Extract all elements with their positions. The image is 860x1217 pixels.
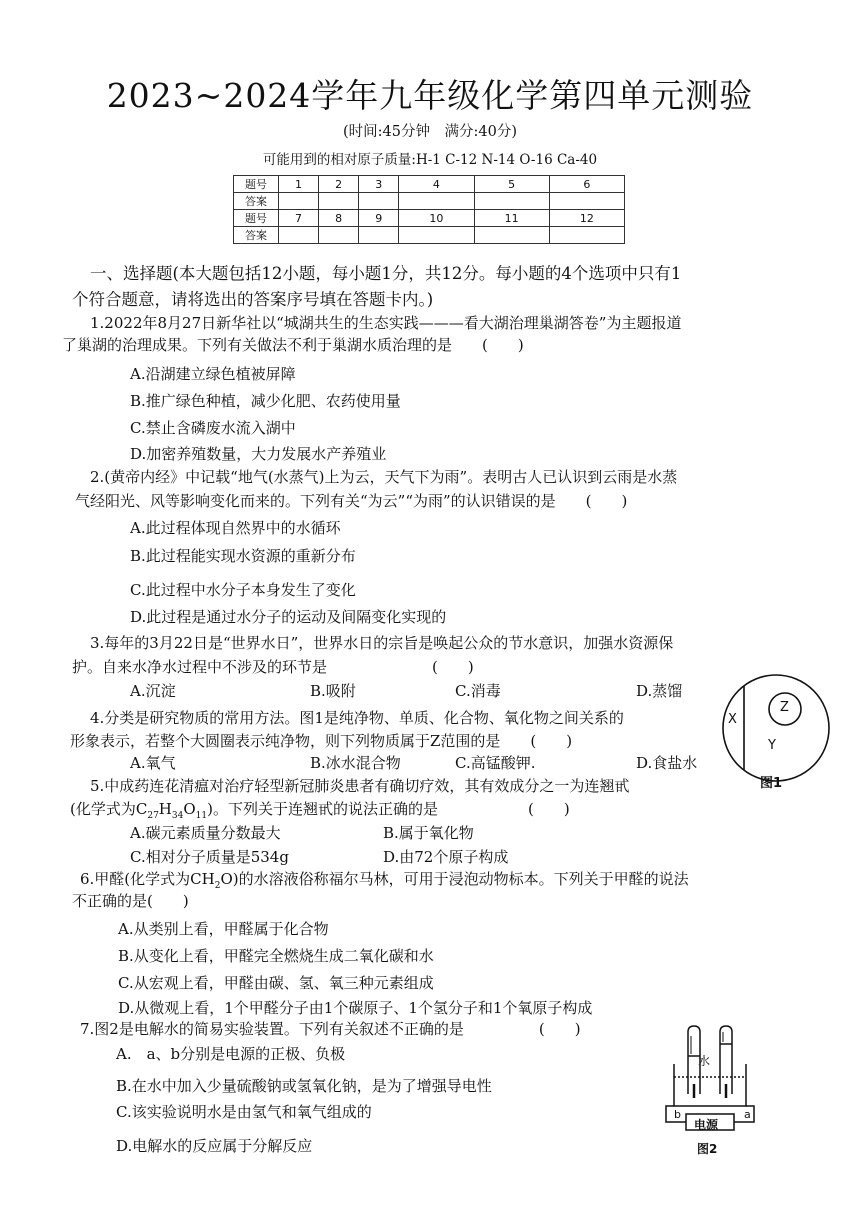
subscript: 2 xyxy=(214,881,221,891)
q5-option-c: C.相对分子质量是534g xyxy=(130,848,289,866)
fig1-caption: 图1 xyxy=(760,776,783,791)
answer-cell[interactable] xyxy=(359,227,399,244)
q7-option-b: B.在水中加入少量硫酸钠或氢氧化钠，是为了增强导电性 xyxy=(116,1077,492,1095)
q5-option-b: B.属于氧化物 xyxy=(383,824,474,842)
formula-h: H xyxy=(158,800,172,818)
subscript: 34 xyxy=(171,811,184,821)
question-5-stem: 5.中成药连花清瘟对治疗轻型新冠肺炎患者有确切疗效，其有效成分之一为连翘甙 xyxy=(90,777,630,795)
section-heading: 一、选择题(本大题包括12小题，每小题1分，共12分。每小题的4个选项中只有1 xyxy=(90,264,682,283)
fig2-caption: 图2 xyxy=(697,1142,718,1156)
q6-option-a: A.从类别上看，甲醛属于化合物 xyxy=(118,920,329,938)
pure-substance-circle xyxy=(723,675,829,781)
fig1-label-z: Z xyxy=(780,700,789,715)
answer-cell[interactable] xyxy=(399,193,474,210)
table-cell: 6 xyxy=(549,176,624,193)
answer-cell[interactable] xyxy=(279,227,319,244)
answer-cell[interactable] xyxy=(399,227,474,244)
answer-cell[interactable] xyxy=(319,193,359,210)
formula-prefix: 6.甲醛(化学式为CH xyxy=(80,870,215,888)
table-row xyxy=(234,193,625,210)
fig2-power-label: 电源 xyxy=(694,1118,719,1132)
table-cell: 题号 xyxy=(234,176,279,193)
question-6-stem-cont: 不正确的是( ) xyxy=(72,892,189,910)
q3-option-d: D.蒸馏 xyxy=(636,682,683,700)
q7-option-a: A. a、b分别是电源的正极、负极 xyxy=(116,1045,346,1063)
beaker xyxy=(674,1064,746,1106)
q6-option-d: D.从微观上看，1个甲醛分子由1个碳原子、1个氢分子和1个氧原子构成 xyxy=(118,999,593,1017)
q1-option-b: B.推广绿色种植，减少化肥、农药使用量 xyxy=(130,392,401,410)
table-cell: 8 xyxy=(319,210,359,227)
q5-option-d: D.由72个原子构成 xyxy=(383,848,509,866)
fig2-label-b: b xyxy=(674,1108,681,1121)
section-heading-cont: 个符合题意，请将选出的答案序号填在答题卡内。) xyxy=(72,290,434,309)
q1-option-a: A.沿湖建立绿色植被屏障 xyxy=(130,365,296,383)
q6-option-c: C.从宏观上看，甲醛由碳、氢、氧三种元素组成 xyxy=(118,974,434,992)
answer-cell[interactable] xyxy=(319,227,359,244)
question-2-stem: 2.(黄帝内经》中记载“地气(水蒸气)上为云，天气下为雨”。表明古人已认识到云雨是水蒸 xyxy=(90,468,678,486)
q4-option-b: B.冰水混合物 xyxy=(310,754,401,772)
q6-option-b: B.从变化上看，甲醛完全燃烧生成二氧化碳和水 xyxy=(118,947,434,965)
table-cell: 题号 xyxy=(234,210,279,227)
answer-cell[interactable] xyxy=(279,193,319,210)
table-row xyxy=(234,210,625,227)
formula-prefix: (化学式为C xyxy=(70,800,148,818)
question-3-stem-cont: 护。自来水净水过程中不涉及的环节是 ( ) xyxy=(72,658,474,676)
q7-option-c: C.该实验说明水是由氢气和氧气组成的 xyxy=(116,1103,372,1121)
answer-cell[interactable] xyxy=(549,193,624,210)
q1-option-c: C.禁止含磷废水流入湖中 xyxy=(130,419,296,437)
q4-option-a: A.氧气 xyxy=(130,754,176,772)
table-cell: 12 xyxy=(549,210,624,227)
table-cell: 5 xyxy=(474,176,549,193)
q4-option-c: C.高锰酸钾. xyxy=(455,754,536,772)
question-1-stem: 1.2022年8月27日新华社以“城湖共生的生态实践———看大湖治理巢湖答卷”为主题报道 xyxy=(90,314,682,332)
q5-option-a: A.碳元素质量分数最大 xyxy=(130,824,281,842)
right-tube xyxy=(720,1026,732,1094)
formula-suffix: )。下列关于连翘甙的说法正确的是 ( ) xyxy=(207,800,570,818)
question-6-stem xyxy=(80,868,689,891)
fig1-label-x: X xyxy=(728,712,737,727)
table-cell: 10 xyxy=(399,210,474,227)
fig2-water-label: 水 xyxy=(698,1054,711,1068)
table-row xyxy=(234,227,625,244)
page-title: 2023~2024学年九年级化学第四单元测验 xyxy=(106,76,754,115)
answer-table xyxy=(233,175,625,244)
table-cell: 1 xyxy=(279,176,319,193)
table-cell: 4 xyxy=(399,176,474,193)
q4-option-d: D.食盐水 xyxy=(636,754,698,772)
answer-cell[interactable] xyxy=(474,193,549,210)
table-cell: 9 xyxy=(359,210,399,227)
table-cell: 答案 xyxy=(234,227,279,244)
question-1-stem-cont: 了巢湖的治理成果。下列有关做法不利于巢湖水质治理的是 ( ) xyxy=(62,336,524,354)
q3-option-c: C.消毒 xyxy=(455,682,501,700)
formula-suffix: O)的水溶液俗称福尔马林，可用于浸泡动物标本。下列关于甲醛的说法 xyxy=(220,870,689,888)
q2-option-d: D.此过程是通过水分子的运动及间隔变化实现的 xyxy=(130,608,447,626)
q2-option-c: C.此过程中水分子本身发生了变化 xyxy=(130,581,356,599)
table-cell: 3 xyxy=(359,176,399,193)
answer-cell[interactable] xyxy=(359,193,399,210)
formula-o: O xyxy=(183,800,196,818)
q7-option-d: D.电解水的反应属于分解反应 xyxy=(116,1137,313,1155)
table-row xyxy=(234,176,625,193)
table-cell: 11 xyxy=(474,210,549,227)
question-2-stem-cont: 气经阳光、风等影响变化而来的。下列有关“为云”“为雨”的认识错误的是 ( ) xyxy=(75,492,628,510)
q3-option-a: A.沉淀 xyxy=(130,682,176,700)
q1-option-d: D.加密养殖数量，大力发展水产养殖业 xyxy=(130,445,387,463)
fig2-label-a: a xyxy=(744,1108,751,1121)
q2-option-b: B.此过程能实现水资源的重新分布 xyxy=(130,547,356,565)
question-5-stem-cont xyxy=(70,798,570,821)
question-4-stem: 4.分类是研究物质的常用方法。图1是纯净物、单质、化合物、氧化物之间关系的 xyxy=(90,709,624,727)
answer-cell[interactable] xyxy=(549,227,624,244)
atomic-mass-info: 可能用到的相对原子质量:H-1 C-12 N-14 O-16 Ca-40 xyxy=(262,152,598,168)
subscript: 27 xyxy=(147,811,159,821)
table-cell: 7 xyxy=(279,210,319,227)
q2-option-a: A.此过程体现自然界中的水循环 xyxy=(130,519,341,537)
time-info: (时间:45分钟 满分:40分) xyxy=(343,124,517,140)
question-3-stem: 3.每年的3月22日是“世界水日”，世界水日的宗旨是唤起公众的节水意识，加强水资源保 xyxy=(90,634,674,652)
table-cell: 2 xyxy=(319,176,359,193)
table-cell: 答案 xyxy=(234,193,279,210)
fig1-label-y: Y xyxy=(768,738,776,753)
subscript: 11 xyxy=(195,811,208,821)
answer-cell[interactable] xyxy=(474,227,549,244)
q3-option-b: B.吸附 xyxy=(310,682,356,700)
question-7-stem: 7.图2是电解水的简易实验装置。下列有关叙述不正确的是 ( ) xyxy=(80,1020,581,1038)
question-4-stem-cont: 形象表示，若整个大圆圈表示纯净物，则下列物质属于Z范围的是 ( ) xyxy=(70,732,573,750)
